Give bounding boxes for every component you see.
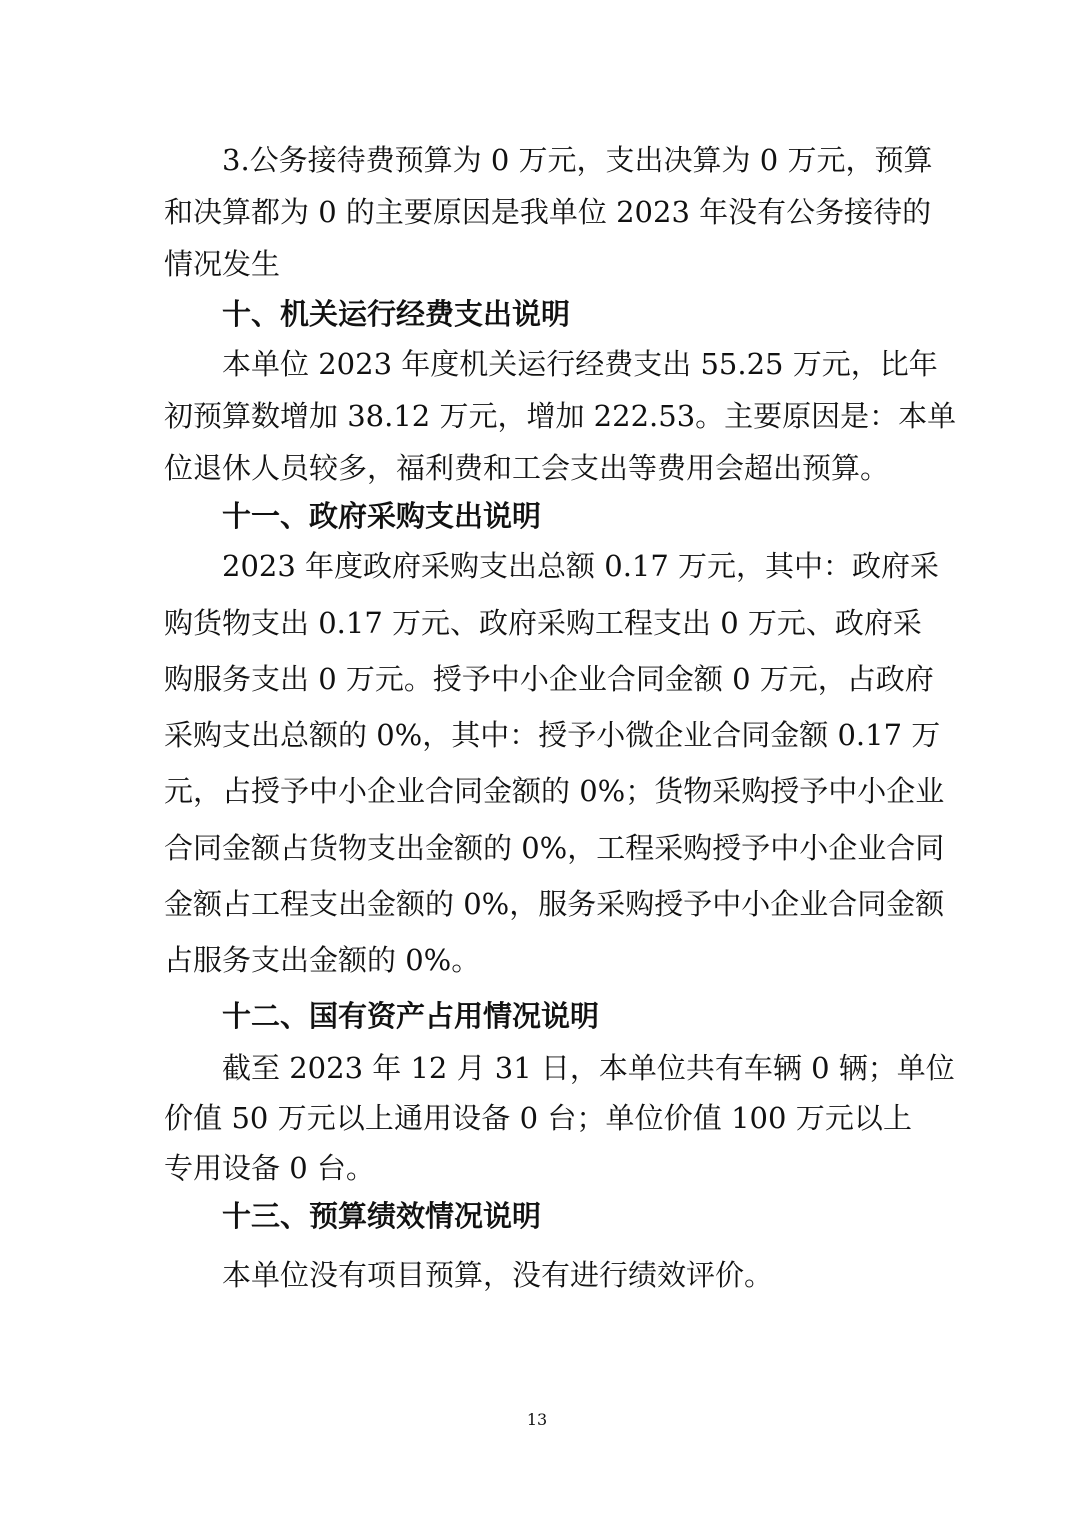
paragraph-line: 价值 50 万元以上通用设备 0 台；单位价值 100 万元以上 (164, 1101, 912, 1135)
section-heading-operating-expenses: 十、机关运行经费支出说明 (222, 297, 571, 331)
paragraph-line: 初预算数增加 38.12 万元，增加 222.53。主要原因是：本单 (164, 399, 957, 433)
page-number: 13 (526, 1410, 548, 1429)
paragraph-line: 购货物支出 0.17 万元、政府采购工程支出 0 万元、政府采 (164, 606, 922, 640)
paragraph-line: 采购支出总额的 0%，其中：授予小微企业合同金额 0.17 万 (164, 718, 941, 752)
paragraph-line: 合同金额占货物支出金额的 0%，工程采购授予中小企业合同 (164, 831, 945, 865)
section-heading-budget-performance: 十三、预算绩效情况说明 (222, 1199, 542, 1233)
paragraph-line: 和决算都为 0 的主要原因是我单位 2023 年没有公务接待的 (164, 195, 932, 229)
paragraph-line: 情况发生 (164, 247, 281, 281)
paragraph-line: 3.公务接待费预算为 0 万元，支出决算为 0 万元，预算 (222, 143, 933, 177)
paragraph-line: 专用设备 0 台。 (164, 1151, 375, 1185)
paragraph-line: 金额占工程支出金额的 0%，服务采购授予中小企业合同金额 (164, 887, 945, 921)
paragraph-line: 元，占授予中小企业合同金额的 0%；货物采购授予中小企业 (164, 774, 945, 808)
paragraph-line: 2023 年度政府采购支出总额 0.17 万元，其中：政府采 (222, 549, 940, 583)
paragraph-line: 位退休人员较多，福利费和工会支出等费用会超出预算。 (164, 451, 890, 485)
paragraph-line: 本单位 2023 年度机关运行经费支出 55.25 万元，比年 (222, 347, 938, 381)
paragraph-line: 本单位没有项目预算，没有进行绩效评价。 (222, 1258, 774, 1292)
section-heading-state-assets: 十二、国有资产占用情况说明 (222, 999, 600, 1033)
paragraph-line: 购服务支出 0 万元。授予中小企业合同金额 0 万元，占政府 (164, 662, 934, 696)
paragraph-line: 占服务支出金额的 0%。 (164, 943, 481, 977)
section-heading-government-procurement: 十一、政府采购支出说明 (222, 499, 542, 533)
paragraph-line: 截至 2023 年 12 月 31 日，本单位共有车辆 0 辆；单位 (222, 1051, 955, 1085)
